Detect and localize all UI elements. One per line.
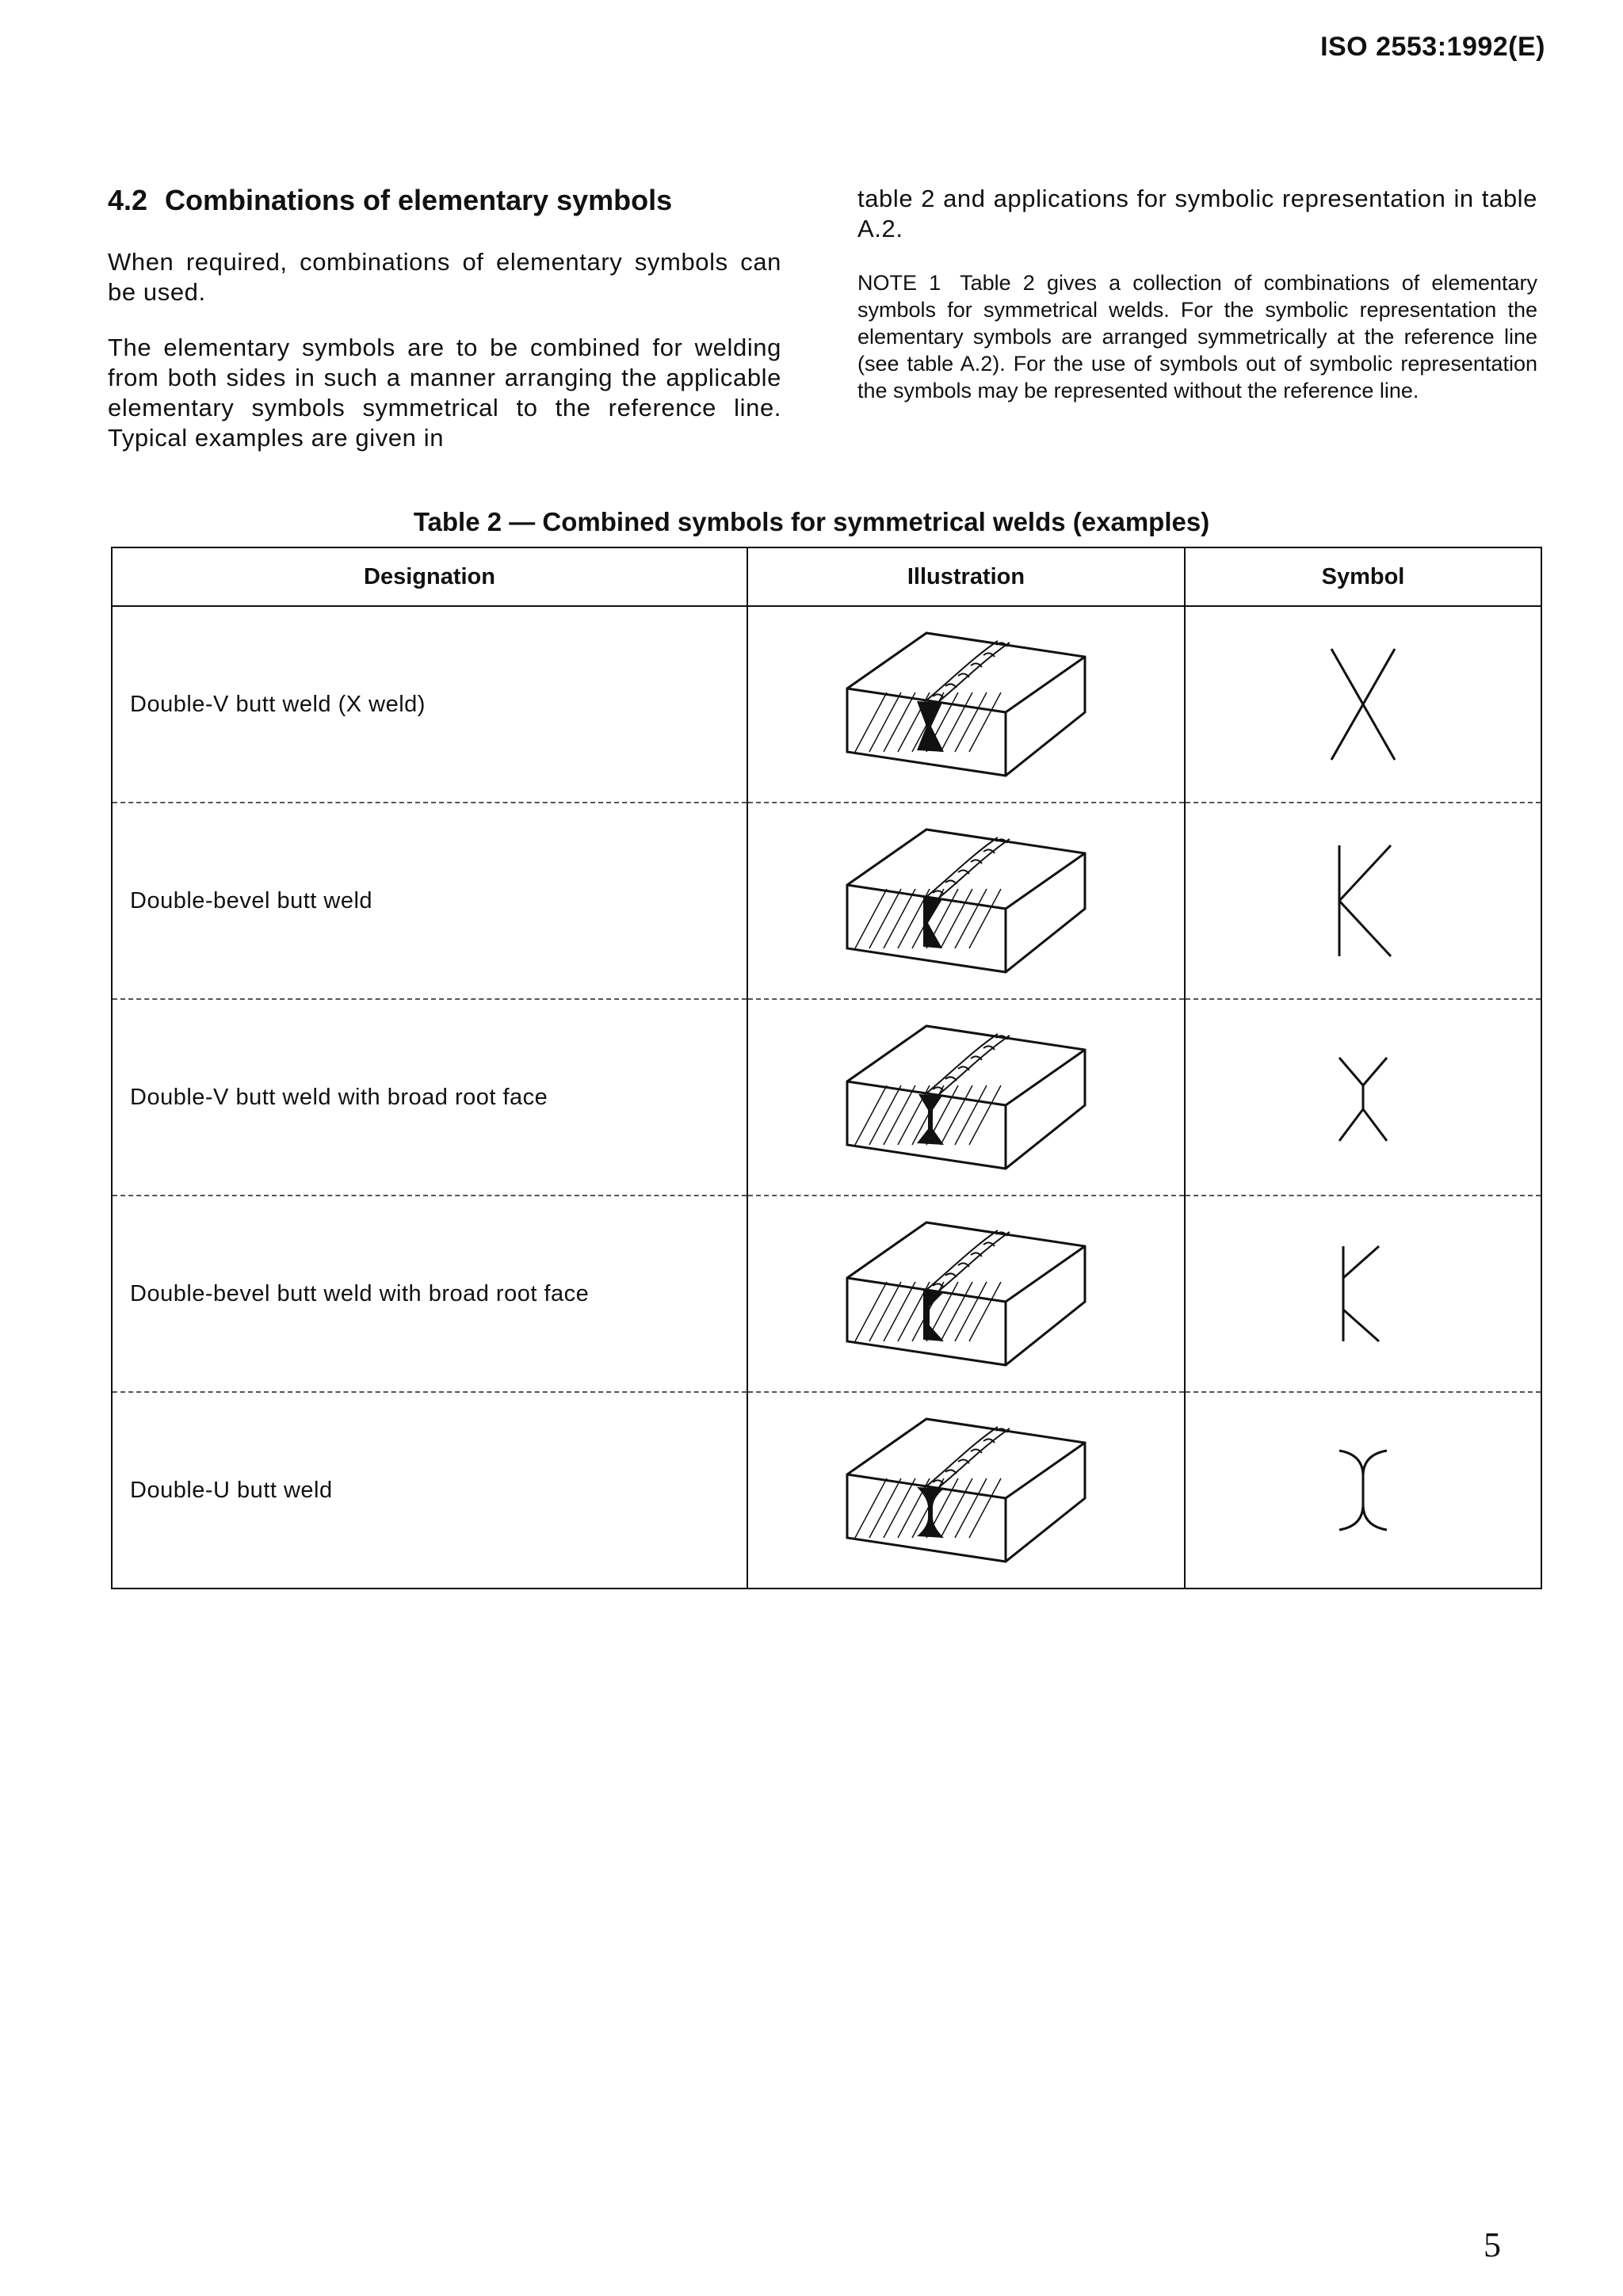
double-v-broad-root-illustration <box>747 999 1185 1196</box>
k-weld-symbol <box>1185 803 1541 999</box>
double-bevel-root-symbol <box>1185 1196 1541 1392</box>
table-header-row <box>112 547 1541 606</box>
double-v-butt-weld-illustration <box>747 606 1185 803</box>
table-row <box>112 606 1541 803</box>
note-1 <box>857 269 1537 404</box>
double-u-butt-weld-illustration <box>747 1392 1185 1589</box>
right-column <box>857 184 1537 404</box>
double-u-weld-symbol <box>1185 1392 1541 1589</box>
section-title: Combinations of elementary symbols <box>165 184 673 216</box>
designation-cell: Double-V butt weld (X weld) <box>112 606 747 803</box>
note-label: NOTE 1 <box>857 271 941 295</box>
table-row <box>112 803 1541 999</box>
double-y-weld-symbol <box>1185 999 1541 1196</box>
section-heading <box>108 184 781 217</box>
page-number: 5 <box>1484 2225 1501 2264</box>
column-header-illustration: Illustration <box>747 547 1185 606</box>
paragraph-1: When required, combinations of elementary symbols can be used. <box>108 248 781 306</box>
combined-symbols-table <box>111 547 1542 1589</box>
column-header-symbol: Symbol <box>1185 547 1541 606</box>
double-bevel-broad-root-illustration <box>747 1196 1185 1392</box>
designation-cell: Double-U butt weld <box>112 1392 747 1589</box>
designation-cell: Double-bevel butt weld with broad root face <box>112 1196 747 1392</box>
table-row <box>112 999 1541 1196</box>
designation-cell: Double-V butt weld with broad root face <box>112 999 747 1196</box>
table-caption: Table 2 — Combined symbols for symmetrical welds (examples) <box>413 507 1210 536</box>
left-column <box>108 184 781 479</box>
section-number: 4.2 <box>108 184 148 216</box>
note-text: Table 2 gives a collection of combinations of elementary symbols for symmetrical welds. For the symbolic representation the elementary symbols are arranged symmetrically at the reference line (see table A.2). For the use of symbols out of symbolic representation the symbols may be represented without the reference line. <box>857 271 1537 402</box>
designation-cell: Double-bevel butt weld <box>112 803 747 999</box>
table-row <box>112 1392 1541 1589</box>
standard-reference: ISO 2553:1992(E) <box>1320 32 1545 62</box>
double-bevel-butt-weld-illustration <box>747 803 1185 999</box>
column-header-designation: Designation <box>112 547 747 606</box>
x-weld-symbol <box>1185 606 1541 803</box>
paragraph-2-continued: table 2 and applications for symbolic representation in table A.2. <box>857 185 1537 242</box>
paragraph-2: The elementary symbols are to be combined for welding from both sides in such a manner arranging the applicable elementary symbols symmetrical to the reference line. Typical examples are given in <box>108 334 781 452</box>
table-row <box>112 1196 1541 1392</box>
